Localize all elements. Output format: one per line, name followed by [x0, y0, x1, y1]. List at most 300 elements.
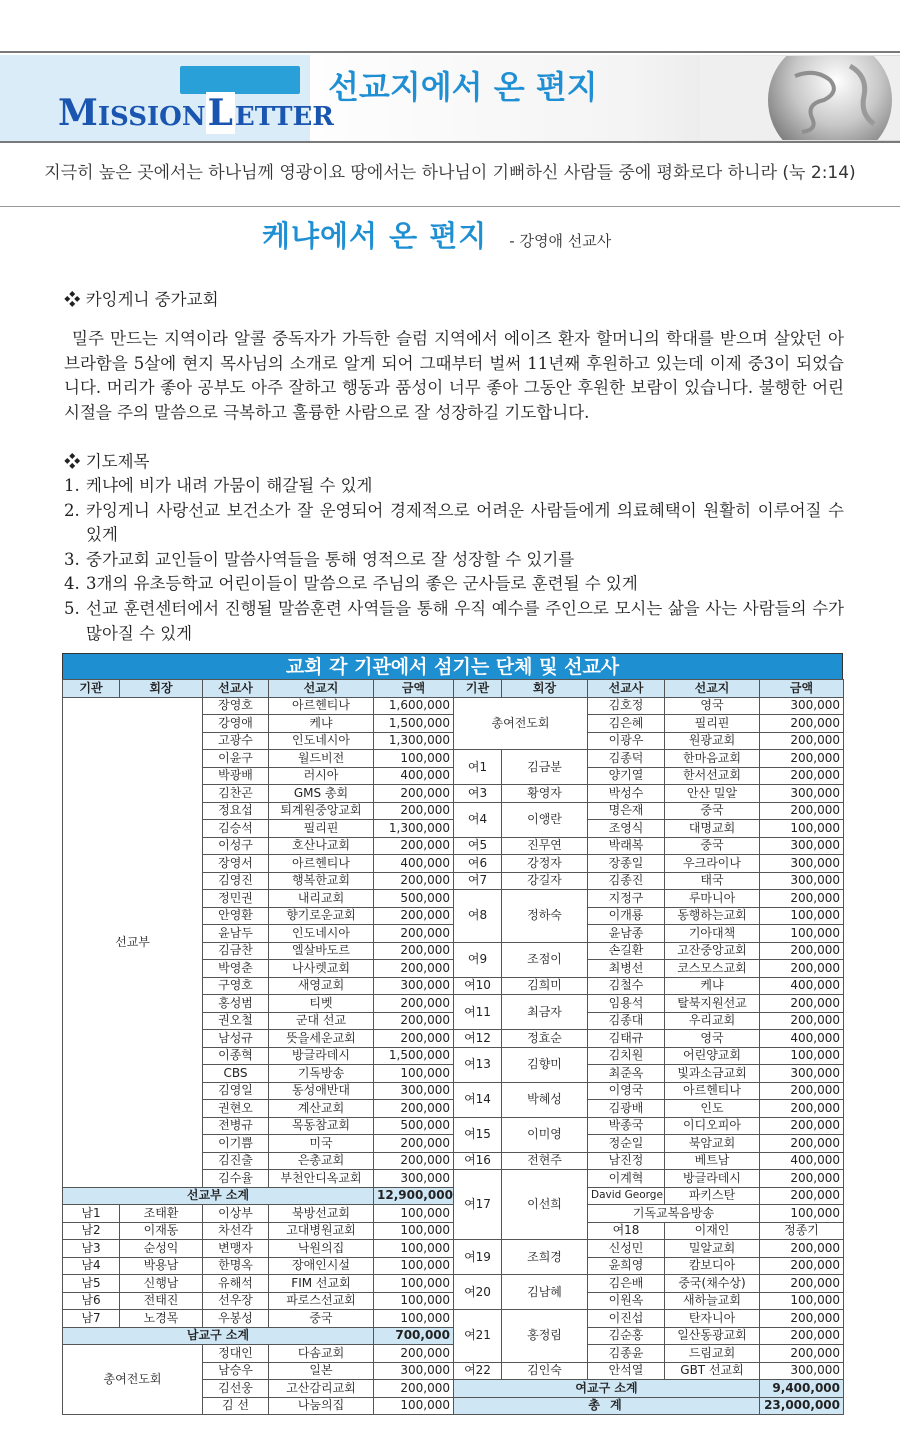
amount-cell: 300,000	[374, 977, 454, 995]
column-header: 선교지	[665, 680, 760, 698]
table-cell: CBS	[203, 1065, 269, 1083]
table-cell: 고광수	[203, 732, 269, 750]
table-cell: 케냐	[269, 715, 374, 733]
table-cell: 장종일	[588, 855, 665, 873]
table-cell: 이디오피아	[665, 1117, 760, 1135]
table-cell: 남진정	[588, 1152, 665, 1170]
table-cell: 권현오	[203, 1100, 269, 1118]
table-cell: 드림교회	[665, 1345, 760, 1363]
table-cell: 새영교회	[269, 977, 374, 995]
table-cell: 장영호	[203, 697, 269, 715]
amount-cell: 300,000	[760, 1065, 844, 1083]
table-cell: 여7	[454, 872, 502, 890]
table-cell: 윤희영	[588, 1257, 665, 1275]
table-cell: 황영자	[502, 785, 588, 803]
amount-cell: 200,000	[760, 1012, 844, 1030]
amount-cell: 200,000	[760, 1310, 844, 1328]
table-cell: 밀알교회	[665, 1240, 760, 1258]
table-cell: 다솜교회	[269, 1345, 374, 1363]
amount-cell: 200,000	[374, 1012, 454, 1030]
table-row	[63, 1327, 844, 1345]
table-cell: 동성애반대	[269, 1082, 374, 1100]
table-cell: 이원옥	[588, 1292, 665, 1310]
table-cell: 김은배	[588, 1275, 665, 1293]
table-cell: 우리교회	[665, 1012, 760, 1030]
globe-image	[700, 56, 900, 140]
table-cell: 이기쁨	[203, 1135, 269, 1153]
table-row	[63, 1205, 844, 1223]
header-bottom-rule	[0, 141, 900, 143]
table-cell: 장애인시설	[269, 1257, 374, 1275]
table-cell: 여10	[454, 977, 502, 995]
amount-cell: 200,000	[760, 750, 844, 768]
prayer-list	[64, 474, 844, 646]
amount-cell: 1,500,000	[374, 715, 454, 733]
table-cell: 기독교복음방송	[588, 1205, 760, 1223]
table-row	[63, 1292, 844, 1310]
table-cell: 우크라이나	[665, 855, 760, 873]
table-row	[63, 1310, 844, 1328]
amount-cell: 200,000	[760, 1327, 844, 1345]
table-cell: 김철수	[588, 977, 665, 995]
table-cell: 선교부 소계	[63, 1187, 374, 1205]
prayer-item: 3. 중가교회 교인들이 말씀사역들을 통해 영적으로 잘 성장할 수 있기를	[64, 549, 575, 569]
table-cell: 낙원의집	[269, 1240, 374, 1258]
column-header: 선교사	[203, 680, 269, 698]
table-cell: 이상부	[203, 1205, 269, 1223]
mission-letter-logo: MISSIONLETTER	[58, 92, 334, 134]
table-cell: 김종덕	[588, 750, 665, 768]
table-cell: 남7	[63, 1310, 120, 1328]
table-cell: 박영춘	[203, 960, 269, 978]
table-row	[63, 1275, 844, 1293]
table-title: 교회 각 기관에서 섬기는 단체 및 선교사	[62, 653, 843, 679]
amount-cell: 200,000	[760, 1135, 844, 1153]
table-cell: 월드비전	[269, 750, 374, 768]
table-cell: 700,000	[374, 1327, 454, 1345]
amount-cell: 200,000	[374, 785, 454, 803]
table-cell: 이종혁	[203, 1047, 269, 1065]
table-cell: 고대병원교회	[269, 1222, 374, 1240]
table-cell: 김광배	[588, 1100, 665, 1118]
amount-cell: 200,000	[760, 767, 844, 785]
table-cell: 파로스선교회	[269, 1292, 374, 1310]
table-cell: 안산 밀알	[665, 785, 760, 803]
table-cell: 손길환	[588, 942, 665, 960]
table-cell: 권오철	[203, 1012, 269, 1030]
table-cell: 남4	[63, 1257, 120, 1275]
amount-cell: 100,000	[760, 820, 844, 838]
table-cell: GMS 총회	[269, 785, 374, 803]
table-cell: 이미영	[502, 1117, 588, 1152]
table-cell: 지정구	[588, 890, 665, 908]
table-cell: 홍정림	[502, 1310, 588, 1363]
table-cell: 여9	[454, 942, 502, 977]
table-cell: 변맹자	[203, 1240, 269, 1258]
amount-cell: 100,000	[374, 1065, 454, 1083]
table-cell: 중국	[665, 837, 760, 855]
table-cell: 임용석	[588, 995, 665, 1013]
amount-cell: 200,000	[374, 995, 454, 1013]
table-cell: 캄보디아	[665, 1257, 760, 1275]
table-cell: 아르헨티나	[665, 1082, 760, 1100]
table-cell: 윤남두	[203, 925, 269, 943]
amount-cell: 300,000	[760, 697, 844, 715]
table-cell: 김순홍	[588, 1327, 665, 1345]
table-cell: 영국	[665, 697, 760, 715]
table-cell: 강길자	[502, 872, 588, 890]
prayer-item: 5. 선교 훈련센터에서 진행될 말씀훈련 사역들을 통해 우직 예수를 주인으로 모시는 삶을 사는 사람들의 수가 많아질 수 있게	[64, 598, 844, 643]
table-cell: 부천안디옥교회	[269, 1170, 374, 1188]
table-cell: 필리핀	[665, 715, 760, 733]
table-cell: 박광배	[203, 767, 269, 785]
table-cell: 남3	[63, 1240, 120, 1258]
table-cell: 김영일	[203, 1082, 269, 1100]
letter-subtitle: - 강영애 선교사	[509, 232, 612, 250]
amount-cell: 200,000	[374, 925, 454, 943]
amount-cell: 200,000	[374, 872, 454, 890]
table-cell: 총 계	[454, 1397, 760, 1415]
table-cell: 이앵란	[502, 802, 588, 837]
amount-cell: 100,000	[374, 1205, 454, 1223]
table-cell: 김종진	[588, 872, 665, 890]
donation-table-section	[62, 653, 843, 1415]
table-cell: 김향미	[502, 1047, 588, 1082]
table-cell: 이계혁	[588, 1170, 665, 1188]
table-cell: 중국(채수상)	[665, 1275, 760, 1293]
table-cell: 박용남	[120, 1257, 203, 1275]
amount-cell: 1,500,000	[374, 1047, 454, 1065]
table-cell: 어린양교회	[665, 1047, 760, 1065]
table-cell: 여4	[454, 802, 502, 837]
header-top-rule	[0, 51, 900, 53]
table-cell: 행복한교회	[269, 872, 374, 890]
table-cell: 호산나교회	[269, 837, 374, 855]
table-cell: 김종대	[588, 1012, 665, 1030]
amount-cell: 400,000	[374, 767, 454, 785]
bible-verse: 지극히 높은 곳에서는 하나님께 영광이요 땅에서는 하나님이 기뻐하신 사람들 중에 평화로다 하니라 (눅 2:14)	[44, 163, 856, 183]
table-cell: 조태환	[120, 1205, 203, 1223]
table-cell: 23,000,000	[760, 1397, 844, 1415]
table-cell: 이성구	[203, 837, 269, 855]
column-header: 기관	[63, 680, 120, 698]
table-cell: 유해석	[203, 1275, 269, 1293]
table-cell: 이선희	[502, 1170, 588, 1240]
table-row	[63, 1240, 844, 1258]
table-cell: 정대인	[203, 1345, 269, 1363]
table-cell: 최병선	[588, 960, 665, 978]
table-cell: 여17	[454, 1170, 502, 1240]
table-cell: 북방선교회	[269, 1205, 374, 1223]
table-cell: 여15	[454, 1117, 502, 1152]
table-cell: 정요섭	[203, 802, 269, 820]
amount-cell: 100,000	[760, 925, 844, 943]
section-heading-prayers: ❖ 기도제목	[64, 452, 150, 471]
amount-cell: 200,000	[760, 1082, 844, 1100]
amount-cell: 200,000	[760, 802, 844, 820]
table-cell: 김승석	[203, 820, 269, 838]
amount-cell: 200,000	[760, 1117, 844, 1135]
table-cell: 한서선교회	[665, 767, 760, 785]
table-cell: 일산동광교회	[665, 1327, 760, 1345]
table-cell: 여14	[454, 1082, 502, 1117]
table-cell: 조영식	[588, 820, 665, 838]
table-cell: 엘살바도르	[269, 942, 374, 960]
table-cell: 윤남종	[588, 925, 665, 943]
amount-cell: 100,000	[374, 1257, 454, 1275]
amount-cell: 200,000	[374, 1135, 454, 1153]
table-cell: 퇴계원중앙교회	[269, 802, 374, 820]
table-cell: 인도네시아	[269, 925, 374, 943]
column-header: 금액	[374, 680, 454, 698]
amount-cell: 400,000	[374, 855, 454, 873]
amount-cell: 1,300,000	[374, 732, 454, 750]
amount-cell: 200,000	[374, 1030, 454, 1048]
table-cell: 박혜성	[502, 1082, 588, 1117]
table-cell: 김금찬	[203, 942, 269, 960]
table-cell: 노경목	[120, 1310, 203, 1328]
amount-cell: 300,000	[374, 1362, 454, 1380]
amount-cell: 100,000	[374, 1222, 454, 1240]
table-cell: 박래복	[588, 837, 665, 855]
amount-cell: 200,000	[374, 1152, 454, 1170]
amount-cell: 200,000	[760, 1257, 844, 1275]
table-cell: 일본	[269, 1362, 374, 1380]
table-cell: 영국	[665, 1030, 760, 1048]
amount-cell: 200,000	[374, 1380, 454, 1398]
amount-cell: 300,000	[760, 1362, 844, 1380]
amount-cell: 300,000	[760, 855, 844, 873]
table-cell: 여16	[454, 1152, 502, 1170]
table-cell: FIM 선교회	[269, 1275, 374, 1293]
table-cell: 신행남	[120, 1275, 203, 1293]
table-cell: 조희경	[502, 1240, 588, 1275]
table-cell: 은총교회	[269, 1152, 374, 1170]
table-cell: 김선웅	[203, 1380, 269, 1398]
table-cell: 파키스탄	[665, 1187, 760, 1205]
table-cell: 홍성범	[203, 995, 269, 1013]
table-cell: 인도	[665, 1100, 760, 1118]
donation-table	[62, 679, 844, 1415]
prayer-item: 1. 케냐에 비가 내려 가뭄이 해갈될 수 있게	[64, 476, 373, 495]
amount-cell: 200,000	[760, 732, 844, 750]
table-cell: 아르헨티나	[269, 855, 374, 873]
table-cell: 전태진	[120, 1292, 203, 1310]
table-cell: 선교부	[63, 697, 203, 1187]
table-cell: 이영국	[588, 1082, 665, 1100]
table-cell: 빛과소금교회	[665, 1065, 760, 1083]
table-cell: 최준옥	[588, 1065, 665, 1083]
table-cell: 베트남	[665, 1152, 760, 1170]
table-cell: GBT 선교회	[665, 1362, 760, 1380]
table-cell: 고산감리교회	[269, 1380, 374, 1398]
letter-heading	[262, 214, 611, 255]
table-cell: 여6	[454, 855, 502, 873]
table-cell: 남1	[63, 1205, 120, 1223]
page-title: 선교지에서 온 편지	[328, 68, 598, 106]
amount-cell: 200,000	[760, 1187, 844, 1205]
amount-cell: 400,000	[760, 1030, 844, 1048]
table-cell: 뜻을세운교회	[269, 1030, 374, 1048]
table-cell: 인도네시아	[269, 732, 374, 750]
table-cell: 차선각	[203, 1222, 269, 1240]
table-cell: 장영서	[203, 855, 269, 873]
table-cell: 나사렛교회	[269, 960, 374, 978]
table-cell: 김종윤	[588, 1345, 665, 1363]
letter-title: 케냐에서 온 편지	[262, 219, 488, 253]
table-cell: 군대 선교	[269, 1012, 374, 1030]
table-cell: 북암교회	[665, 1135, 760, 1153]
table-cell: 티벳	[269, 995, 374, 1013]
table-cell: 김금분	[502, 750, 588, 785]
amount-cell: 400,000	[760, 1152, 844, 1170]
table-cell: 9,400,000	[760, 1380, 844, 1398]
amount-cell: 200,000	[374, 1345, 454, 1363]
table-cell: 탄자니아	[665, 1310, 760, 1328]
prayer-item: 4. 3개의 유초등학교 어린이들이 말씀으로 주님의 좋은 군사들로 훈련될 수 있게	[64, 574, 638, 594]
amount-cell: 500,000	[374, 890, 454, 908]
table-cell: 김은혜	[588, 715, 665, 733]
amount-cell: 200,000	[760, 1345, 844, 1363]
table-cell: 기독방송	[269, 1065, 374, 1083]
table-header-row	[63, 680, 844, 698]
amount-cell: 500,000	[374, 1117, 454, 1135]
table-cell: 정민권	[203, 890, 269, 908]
amount-cell: 200,000	[760, 995, 844, 1013]
amount-cell: 200,000	[374, 837, 454, 855]
amount-cell: 100,000	[374, 1275, 454, 1293]
table-cell: 여12	[454, 1030, 502, 1048]
table-cell: 내리교회	[269, 890, 374, 908]
table-cell: 김영진	[203, 872, 269, 890]
table-cell: David George	[588, 1187, 665, 1205]
table-cell: 우봉성	[203, 1310, 269, 1328]
table-cell: 여18	[588, 1222, 665, 1240]
column-header: 회장	[502, 680, 588, 698]
amount-cell: 1,300,000	[374, 820, 454, 838]
table-cell: 김 선	[203, 1397, 269, 1415]
table-cell: 안영환	[203, 907, 269, 925]
amount-cell: 200,000	[760, 890, 844, 908]
amount-cell: 100,000	[374, 750, 454, 768]
table-cell: 남6	[63, 1292, 120, 1310]
table-cell: 신성민	[588, 1240, 665, 1258]
table-cell: 남성규	[203, 1030, 269, 1048]
table-cell: 러시아	[269, 767, 374, 785]
amount-cell: 200,000	[760, 715, 844, 733]
table-cell: 케냐	[665, 977, 760, 995]
table-cell: 전병규	[203, 1117, 269, 1135]
table-cell: 여11	[454, 995, 502, 1030]
amount-cell: 200,000	[760, 1275, 844, 1293]
amount-cell: 300,000	[374, 1082, 454, 1100]
table-cell: 강정자	[502, 855, 588, 873]
amount-cell: 200,000	[374, 802, 454, 820]
table-cell: 조점이	[502, 942, 588, 977]
table-cell: 김남혜	[502, 1275, 588, 1310]
table-cell: 향기로운교회	[269, 907, 374, 925]
amount-cell: 100,000	[760, 1292, 844, 1310]
table-cell: 기아대책	[665, 925, 760, 943]
table-cell: 정하숙	[502, 890, 588, 943]
amount-cell: 200,000	[374, 1100, 454, 1118]
table-cell: 총여전도회	[63, 1345, 203, 1415]
table-cell: 중국	[269, 1310, 374, 1328]
table-cell: 방글라데시	[269, 1047, 374, 1065]
table-cell: 여8	[454, 890, 502, 943]
table-cell: 정종기	[760, 1222, 844, 1240]
table-cell: 방글라데시	[665, 1170, 760, 1188]
amount-cell: 400,000	[760, 977, 844, 995]
table-cell: 고잔중앙교회	[665, 942, 760, 960]
table-row	[63, 1345, 844, 1363]
amount-cell: 300,000	[760, 872, 844, 890]
table-cell: 이개룡	[588, 907, 665, 925]
table-cell: 코스모스교회	[665, 960, 760, 978]
amount-cell: 200,000	[374, 960, 454, 978]
table-cell: 12,900,000	[374, 1187, 454, 1205]
table-cell: 필리핀	[269, 820, 374, 838]
table-cell: 전현주	[502, 1152, 588, 1170]
table-cell: 이진섭	[588, 1310, 665, 1328]
table-cell: 김수율	[203, 1170, 269, 1188]
amount-cell: 100,000	[374, 1292, 454, 1310]
table-cell: 계산교회	[269, 1100, 374, 1118]
letter-paragraph: 밀주 만드는 지역이라 알콜 중독자가 가득한 슬럼 지역에서 에이즈 환자 할머니의 학대를 받으며 살았던 아브라함을 5살에 현지 목사님의 소개로 알게 되어 그때부터 벌써 11년째 후원하고 있는데 이제 중3이 되었습니다. 머리가 좋아 공부도 아주 잘하고 행동과 품성이 너무 좋아 그동안 후원한 보람이 있습니다. 불행한 어린시절을 주의 말씀으로 극복하고 훌륭한 사람으로 잘 성장하길 기도합니다.	[64, 329, 844, 422]
table-cell: 정효순	[502, 1030, 588, 1048]
table-cell: 여19	[454, 1240, 502, 1275]
table-cell: 여3	[454, 785, 502, 803]
table-cell: 태국	[665, 872, 760, 890]
table-cell: 여5	[454, 837, 502, 855]
table-cell: 강영애	[203, 715, 269, 733]
table-cell: 아르헨티나	[269, 697, 374, 715]
table-cell: 한마음교회	[665, 750, 760, 768]
amount-cell: 300,000	[374, 1170, 454, 1188]
amount-cell: 200,000	[374, 907, 454, 925]
table-cell: 김태규	[588, 1030, 665, 1048]
table-cell: 여1	[454, 750, 502, 785]
table-row	[63, 1187, 844, 1205]
table-cell: 선우장	[203, 1292, 269, 1310]
table-cell: 이재인	[665, 1222, 760, 1240]
table-cell: 최금자	[502, 995, 588, 1030]
table-cell: 동행하는교회	[665, 907, 760, 925]
table-cell: 여교구 소계	[454, 1380, 760, 1398]
amount-cell: 1,600,000	[374, 697, 454, 715]
table-cell: 김치원	[588, 1047, 665, 1065]
table-cell: 안석열	[588, 1362, 665, 1380]
table-cell: 김인숙	[502, 1362, 588, 1380]
table-cell: 박종국	[588, 1117, 665, 1135]
table-cell: 한명옥	[203, 1257, 269, 1275]
table-cell: 대명교회	[665, 820, 760, 838]
table-cell: 남5	[63, 1275, 120, 1293]
table-cell: 이재동	[120, 1222, 203, 1240]
column-header: 선교사	[588, 680, 665, 698]
amount-cell: 100,000	[760, 1047, 844, 1065]
table-cell: 새하늘교회	[665, 1292, 760, 1310]
table-cell: 미국	[269, 1135, 374, 1153]
section-heading-church: ❖ 카잉게니 중가교회	[64, 290, 219, 309]
table-cell: 이광우	[588, 732, 665, 750]
table-row	[63, 697, 844, 715]
table-cell: 목동참교회	[269, 1117, 374, 1135]
table-cell: 총여전도회	[454, 697, 588, 750]
amount-cell: 100,000	[760, 907, 844, 925]
table-cell: 남승우	[203, 1362, 269, 1380]
table-cell: 김찬곤	[203, 785, 269, 803]
